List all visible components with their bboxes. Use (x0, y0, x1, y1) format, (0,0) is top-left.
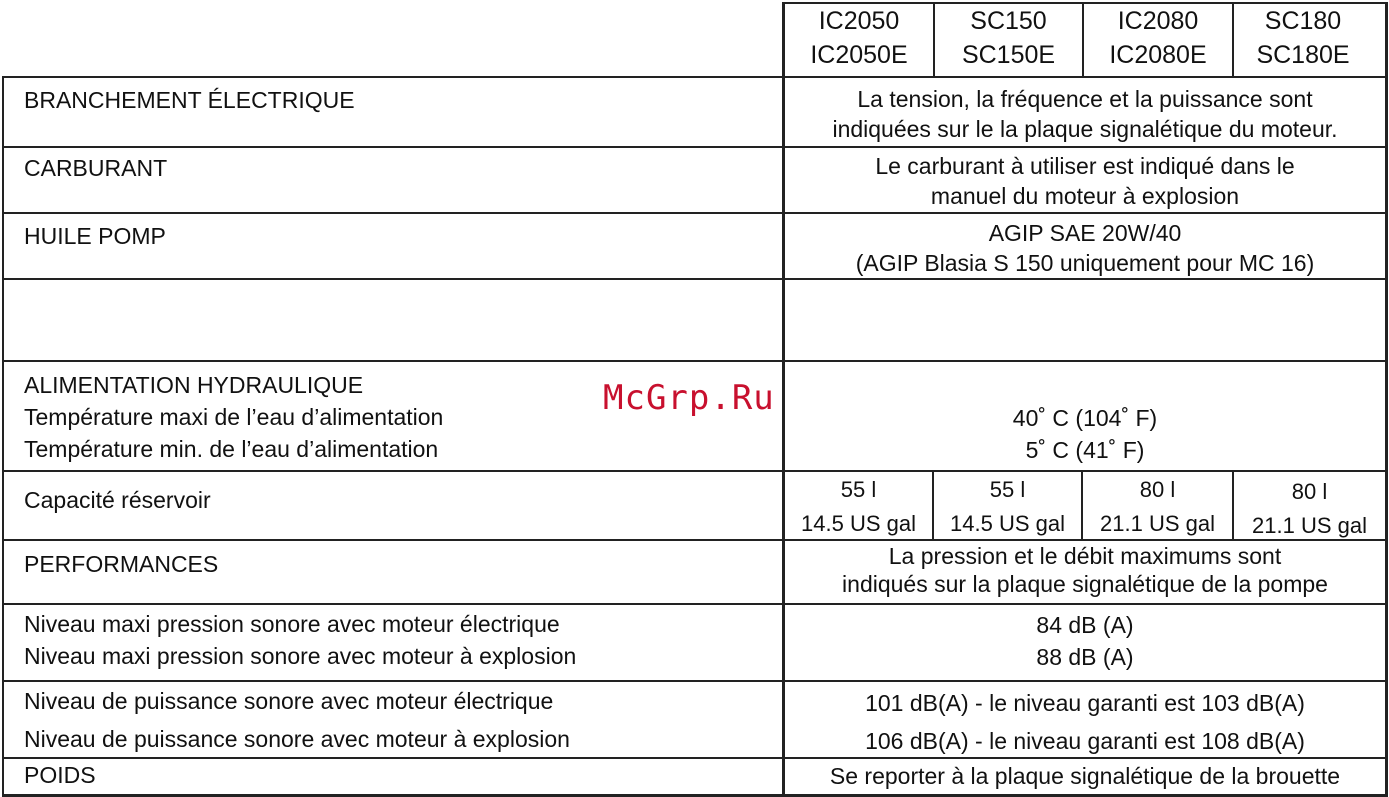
branchement-value-line2: indiquées sur le la plaque signalétique du moteur. (832, 116, 1338, 142)
header-model-4-line2: SC180E (1256, 41, 1350, 69)
carburant-value-line2: manuel du moteur à explosion (930, 183, 1240, 209)
puissance-label-line1: Niveau de puissance sonore avec moteur électrique (24, 688, 554, 714)
header-model-3-line2: IC2080E (1109, 41, 1207, 69)
alimentation-value-line1: 40˚ C (104˚ F) (1012, 405, 1158, 431)
alimentation-value-line2: 5˚ C (41˚ F) (1025, 437, 1145, 463)
capacite-cell-2-gallons: 14.5 US gal (950, 511, 1065, 536)
pression-value (783, 609, 1387, 673)
row-line-3 (2, 278, 1388, 280)
puissance-value-line1: 101 dB(A) - le niveau garanti est 103 dB(A) (865, 690, 1305, 716)
row-line-7 (2, 603, 1388, 605)
performances-value-line1: La pression et le débit maximums sont (888, 543, 1282, 569)
row-line-2 (2, 212, 1388, 214)
pression-label (24, 608, 576, 672)
header-model-4-line1: SC180 (1264, 7, 1342, 35)
huile-label: HUILE POMP (24, 223, 166, 249)
pression-label-line1: Niveau maxi pression sonore avec moteur électrique (24, 611, 560, 637)
pression-label-line2: Niveau maxi pression sonore avec moteur à explosion (24, 643, 577, 669)
alimentation-sub2: Température min. de l’eau d’alimentation (24, 436, 439, 462)
header-model-1-line1: IC2050 (818, 7, 900, 35)
capacite-cell-1 (785, 473, 932, 541)
capacite-cell-3-liters: 80 l (1139, 477, 1176, 502)
puissance-label-line2: Niveau de puissance sonore avec moteur à explosion (24, 726, 570, 752)
capacite-label: Capacité réservoir (24, 487, 211, 513)
carburant-value (783, 151, 1387, 211)
table-left-line (2, 77, 4, 797)
puissance-label (24, 682, 570, 758)
huile-value (783, 218, 1387, 278)
carburant-label: CARBURANT (24, 155, 168, 181)
header-model-4 (1234, 4, 1372, 72)
alimentation-sub1: Température maxi de l’eau d’alimentation (24, 404, 444, 430)
performances-value (783, 542, 1387, 598)
capacite-cell-2-liters: 55 l (989, 477, 1026, 502)
huile-value-line1: AGIP SAE 20W/40 (988, 220, 1182, 246)
alimentation-value (783, 402, 1387, 466)
header-model-2-line1: SC150 (970, 7, 1047, 35)
capacite-cell-3 (1083, 473, 1232, 541)
capacite-cell-4-liters: 80 l (1291, 479, 1328, 504)
row-line-5 (2, 470, 1388, 472)
puissance-value-line2: 106 dB(A) - le niveau garanti est 108 dB(A) (865, 728, 1305, 754)
poids-label: POIDS (24, 762, 96, 788)
pression-value-line2: 88 dB (A) (1036, 644, 1134, 670)
capacite-cell-3-gallons: 21.1 US gal (1100, 511, 1215, 536)
row-line-1 (2, 146, 1388, 148)
carburant-value-line1: Le carburant à utiliser est indiqué dans le (875, 153, 1295, 179)
capacite-cell-4-gallons: 21.1 US gal (1252, 513, 1367, 538)
branchement-value (783, 84, 1387, 144)
huile-value-line2: (AGIP Blasia S 150 uniquement pour MC 16) (855, 250, 1315, 276)
puissance-value (783, 684, 1387, 760)
header-model-2-line2: SC150E (961, 41, 1056, 69)
alimentation-title: ALIMENTATION HYDRAULIQUE (24, 372, 364, 398)
performances-value-line2: indiqués sur la plaque signalétique de la pompe (842, 571, 1328, 597)
header-model-1 (785, 4, 933, 72)
watermark: McGrp.Ru (603, 378, 775, 418)
header-model-3-line1: IC2080 (1117, 7, 1199, 35)
poids-value: Se reporter à la plaque signalétique de la brouette (829, 763, 1341, 789)
header-model-1-line2: IC2050E (810, 41, 908, 69)
alimentation-label (24, 369, 443, 465)
capacite-cell-1-liters: 55 l (840, 477, 877, 502)
capacite-cell-2 (934, 473, 1081, 541)
branchement-value-line1: La tension, la fréquence et la puissance sont (857, 86, 1313, 112)
header-model-3 (1084, 4, 1232, 72)
row-line-0 (2, 76, 1388, 78)
capacite-cell-1-gallons: 14.5 US gal (801, 511, 916, 536)
branchement-label: BRANCHEMENT ÉLECTRIQUE (24, 87, 355, 113)
row-line-4 (2, 360, 1388, 362)
performances-label: PERFORMANCES (24, 551, 219, 577)
pression-value-line1: 84 dB (A) (1036, 612, 1134, 638)
header-model-2 (935, 4, 1082, 72)
capacite-cell-4 (1234, 475, 1385, 543)
